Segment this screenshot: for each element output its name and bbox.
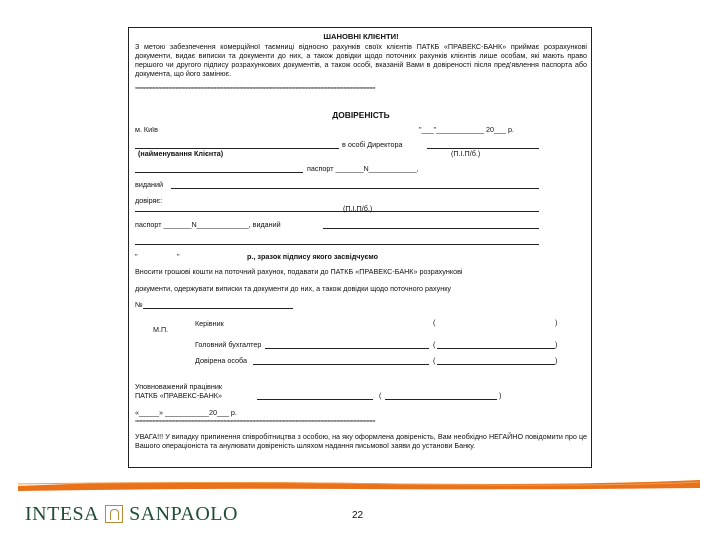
logo-text-left: INTESA [25,502,100,525]
chief-accountant-line [265,348,429,349]
passport-issued-trusted: паспорт _______N_____________, виданий [135,220,281,229]
document-title: ДОВІРЕНІСТЬ [332,110,390,120]
head-paren-open: ( [433,318,436,327]
trusts-label: довіряє: [135,196,163,205]
employee-name-line [385,399,497,400]
stars-separator: ********************************************************************************************************************************************************************** [135,87,376,93]
employee-signature-line [257,399,373,400]
trusted-name-line [437,364,555,365]
stars-separator-bottom: ********************************************************************************************************************************************************************** [135,420,376,426]
bank-name: ПАТКБ «ПРАВЕКС-БАНК» [135,391,222,400]
employee-paren-close: ) [499,391,502,400]
chief-accountant-label: Головний бухгалтер [195,340,262,349]
passport-issued-line [323,228,539,229]
trusted-paren-close: ) [555,356,558,365]
pib-caption-2: (П.І.П/б.) [343,204,373,213]
stamp-mp: М.П. [153,325,169,334]
city-label: м. Київ [135,125,158,134]
trusted-paren-open: ( [433,356,436,365]
trusted-person-label: Довірена особа [195,356,247,365]
power-of-attorney-document [128,27,592,468]
warning-text: УВАГА!!! У випадку припинення співробітництва з особою, на яку оформлена довіреність, Вам необхідно НЕГАЙНО повідомити про це Вашого операціоніста та анулювати довіреність шляхом надання письмової заяви до установи Банку. [135,432,587,450]
accountant-name-line [437,348,555,349]
extra-line [135,244,539,245]
employee-paren-open: ( [379,391,382,400]
trusted-person-line [135,211,539,212]
in-person-director-label: в особі Директора [342,140,403,149]
body-line-1: Вносити грошові кошти на поточний рахунок, подавати до ПАТКБ «ПРАВЕКС-БАНК» розрахункові [135,267,463,276]
bottom-date: «_____» ___________20___ р. [135,408,237,417]
client-name-caption: (найменування Клієнта) [138,149,224,158]
director-name-line [427,148,539,149]
quote-open: " [135,252,138,261]
signature-label: р., зразок підпису якого засвідчуємо [247,252,379,261]
head-label: Керівник [195,319,224,328]
number-sign: № [135,300,143,309]
quote-mid: " [177,252,180,261]
director-full-name-line [135,172,303,173]
orange-brush-stripe [0,474,720,494]
notice-text: З метою забезпечення комерційної таємниці відносно рахунків своїх клієнтів ПАТКБ «ПРАВЕКС-БАНК» приймає розрахункові документи, видає виписки та документи до них, а також довідки щодо поточних рахунків клієнтів лише особам, які мають право першого чи другого підпису розрахункових документів, а також особі, вказаній Вами в довіреності після пред'явлення паспорта або документа, що його замінює. [135,42,587,78]
trusted-signature-line [253,364,429,365]
issued-label: виданий [135,180,164,189]
passport-number-director: паспорт _______N____________, [307,164,419,173]
logo-text-right: SANPAOLO [129,502,238,525]
date-template: "___"____________ 20___ р. [419,125,515,134]
issued-line [171,188,539,189]
body-line-2: документи, одержувати виписки та документи до них, а також довідки щодо поточного рахунку [135,284,452,293]
intesa-sanpaolo-logo [25,503,238,525]
account-number-line [143,308,293,309]
notice-title: ШАНОВНІ КЛІЄНТИ! [323,32,399,41]
page-number: 22 [352,510,364,521]
head-paren-close: ) [555,318,558,327]
pib-caption-1: (П.І.П/б.) [451,149,481,158]
logo-mark-icon [105,505,123,523]
authorized-employee-label: Уповноважений працівник [135,382,223,391]
accountant-paren-close: ) [555,340,558,349]
accountant-paren-open: ( [433,340,436,349]
